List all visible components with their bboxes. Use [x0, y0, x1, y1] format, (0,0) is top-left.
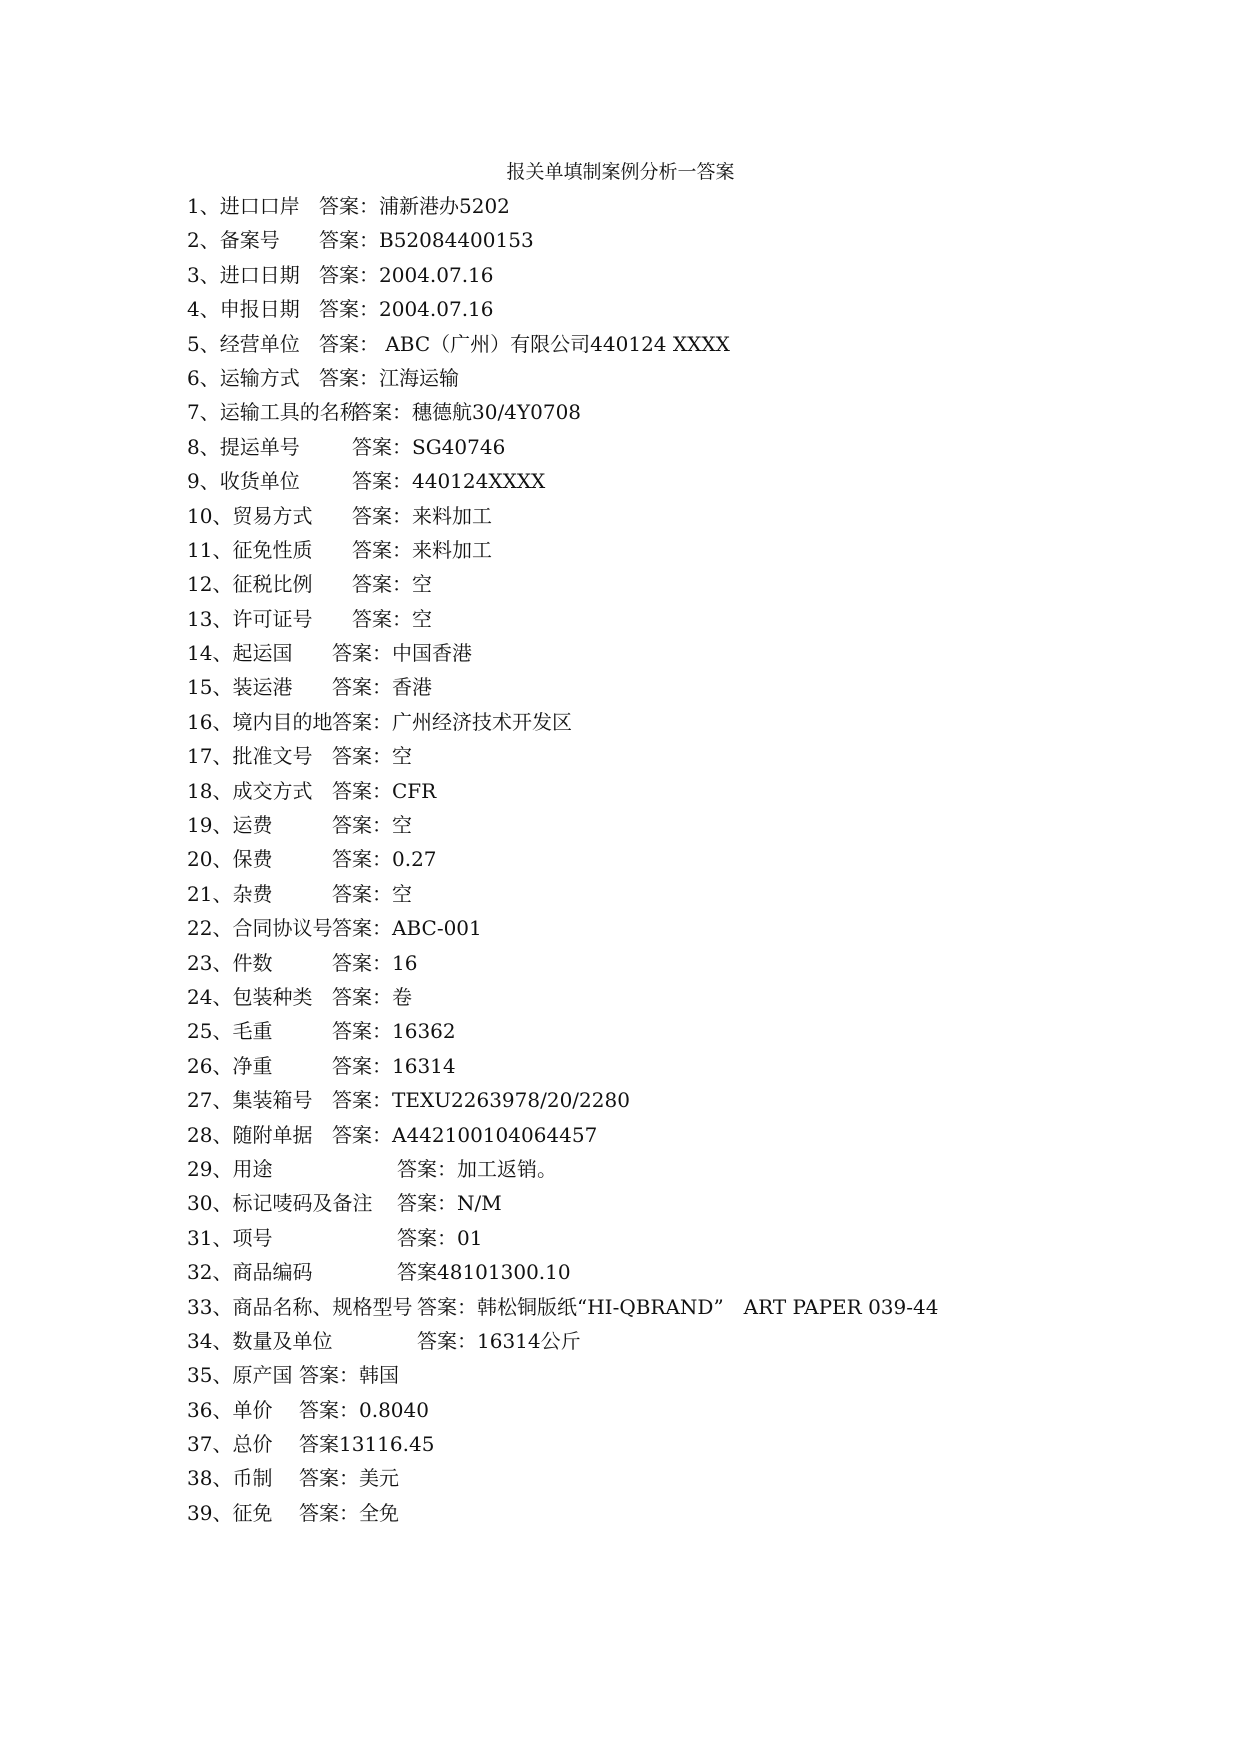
field-answer: 答案：浦新港办5202	[319, 194, 510, 218]
field-label: 37、总价	[187, 1432, 273, 1457]
field-label: 14、起运国	[187, 641, 293, 666]
field-answer: 答案：空	[332, 813, 412, 838]
qa-row	[187, 1186, 1187, 1220]
field-label: 35、原产国	[187, 1363, 293, 1388]
field-answer: 答案：穗德航30/4Y0708	[352, 400, 582, 425]
field-label: 10、贸易方式	[187, 503, 313, 528]
qa-row	[187, 1083, 1187, 1117]
field-answer: 答案：加工返销。	[397, 1156, 557, 1181]
field-label: 1、进口口岸	[187, 194, 300, 218]
field-label: 19、运费	[187, 813, 273, 838]
qa-row	[187, 464, 1187, 498]
field-label: 26、净重	[187, 1053, 273, 1078]
field-label: 17、批准文号	[187, 744, 313, 769]
qa-row	[187, 636, 1187, 670]
qa-row	[187, 1221, 1187, 1255]
field-label: 11、征免性质	[187, 537, 313, 562]
qa-row	[187, 327, 1187, 361]
field-label: 39、征免	[187, 1500, 273, 1525]
qa-row	[187, 1014, 1187, 1048]
field-label: 9、收货单位	[187, 469, 300, 494]
field-label: 27、集装箱号	[187, 1088, 313, 1113]
field-answer: 答案：来料加工	[352, 503, 492, 528]
field-answer: 答案：全免	[299, 1500, 399, 1525]
qa-row	[187, 395, 1187, 429]
qa-row	[187, 1393, 1187, 1427]
qa-row	[187, 1049, 1187, 1083]
field-label: 34、数量及单位	[187, 1328, 333, 1353]
qa-row	[187, 223, 1187, 257]
field-label: 24、包装种类	[187, 984, 313, 1009]
qa-row	[187, 361, 1187, 395]
field-answer: 答案：空	[332, 881, 412, 906]
qa-row	[187, 1152, 1187, 1186]
field-answer: 答案：广州经济技术开发区	[332, 709, 572, 734]
qa-row	[187, 911, 1187, 945]
qa-row	[187, 877, 1187, 911]
field-label: 28、随附单据	[187, 1122, 313, 1147]
field-answer: 答案：江海运输	[319, 365, 459, 390]
field-answer: 答案：韩松铜版纸“HI-QBRAND” ART PAPER 039-44	[417, 1294, 939, 1319]
field-answer: 答案：美元	[299, 1466, 399, 1491]
field-label: 5、经营单位	[187, 331, 300, 356]
qa-row	[187, 1427, 1187, 1461]
qa-row	[187, 1118, 1187, 1152]
qa-row	[187, 774, 1187, 808]
field-answer: 答案：CFR	[332, 778, 437, 803]
field-answer: 答案：空	[352, 572, 432, 597]
field-answer: 答案13116.45	[299, 1432, 435, 1457]
field-answer: 答案：16314	[332, 1053, 456, 1078]
field-answer: 答案：空	[352, 606, 432, 631]
field-answer: 答案：ABC-001	[332, 916, 482, 941]
qa-row	[187, 1496, 1187, 1530]
field-label: 4、申报日期	[187, 297, 300, 322]
field-answer: 答案：来料加工	[352, 537, 492, 562]
field-label: 2、备案号	[187, 228, 280, 253]
field-answer: 答案：2004.07.16	[319, 297, 494, 322]
qa-row	[187, 258, 1187, 292]
qa-row	[187, 567, 1187, 601]
field-answer: 答案：16362	[332, 1019, 456, 1044]
field-answer: 答案48101300.10	[397, 1260, 571, 1285]
qa-row	[187, 705, 1187, 739]
field-label: 6、运输方式	[187, 365, 300, 390]
field-answer: 答案：N/M	[397, 1191, 502, 1216]
field-label: 31、项号	[187, 1225, 273, 1250]
field-answer: 答案：16314公斤	[417, 1328, 581, 1353]
qa-row	[187, 946, 1187, 980]
field-label: 25、毛重	[187, 1019, 273, 1044]
field-label: 20、保费	[187, 847, 273, 872]
field-answer: 答案：440124XXXX	[352, 469, 546, 494]
field-label: 16、境内目的地	[187, 709, 333, 734]
field-label: 18、成交方式	[187, 778, 313, 803]
page-title: 报关单填制案例分析一答案	[506, 161, 735, 183]
qa-row	[187, 842, 1187, 876]
qa-row	[187, 292, 1187, 326]
field-answer: 答案：B52084400153	[319, 228, 534, 253]
qa-row	[187, 739, 1187, 773]
field-label: 29、用途	[187, 1156, 273, 1181]
field-label: 23、件数	[187, 950, 273, 975]
qa-row	[187, 499, 1187, 533]
qa-row	[187, 670, 1187, 704]
field-label: 21、杂费	[187, 881, 273, 906]
field-answer: 答案：卷	[332, 984, 412, 1009]
field-answer: 答案：香港	[332, 675, 432, 700]
qa-row	[187, 1324, 1187, 1358]
field-label: 3、进口日期	[187, 262, 300, 287]
field-answer: 答案：SG40746	[352, 434, 506, 459]
field-answer: 答案：空	[332, 744, 412, 769]
qa-row	[187, 1461, 1187, 1495]
field-label: 12、征税比例	[187, 572, 313, 597]
qa-row	[187, 1358, 1187, 1392]
field-label: 32、商品编码	[187, 1260, 313, 1285]
field-answer: 答案：TEXU2263978/20/2280	[332, 1088, 630, 1113]
qa-row	[187, 1290, 1187, 1324]
field-answer: 答案：01	[397, 1225, 483, 1250]
field-label: 8、提运单号	[187, 434, 300, 459]
field-label: 36、单价	[187, 1397, 273, 1422]
field-answer: 答案：A442100104064457	[332, 1122, 598, 1147]
field-answer: 答案：2004.07.16	[319, 262, 494, 287]
field-label: 22、合同协议号	[187, 916, 333, 941]
field-label: 7、运输工具的名称	[187, 400, 360, 425]
field-label: 30、标记唛码及备注	[187, 1191, 373, 1216]
qa-row	[187, 1255, 1187, 1289]
field-label: 33、商品名称、规格型号	[187, 1294, 413, 1319]
field-answer: 答案：16	[332, 950, 418, 975]
field-answer: 答案：0.27	[332, 847, 437, 872]
qa-row	[187, 533, 1187, 567]
field-answer: 答案：中国香港	[332, 641, 472, 666]
qa-row	[187, 430, 1187, 464]
field-label: 13、许可证号	[187, 606, 313, 631]
field-label: 38、币制	[187, 1466, 273, 1491]
qa-row	[187, 189, 1187, 223]
answer-list	[187, 189, 1187, 1530]
qa-row	[187, 602, 1187, 636]
field-label: 15、装运港	[187, 675, 293, 700]
field-answer: 答案：韩国	[299, 1363, 399, 1388]
qa-row	[187, 980, 1187, 1014]
field-answer: 答案： ABC（广州）有限公司440124 XXXX	[319, 331, 730, 356]
field-answer: 答案：0.8040	[299, 1397, 429, 1422]
qa-row	[187, 808, 1187, 842]
